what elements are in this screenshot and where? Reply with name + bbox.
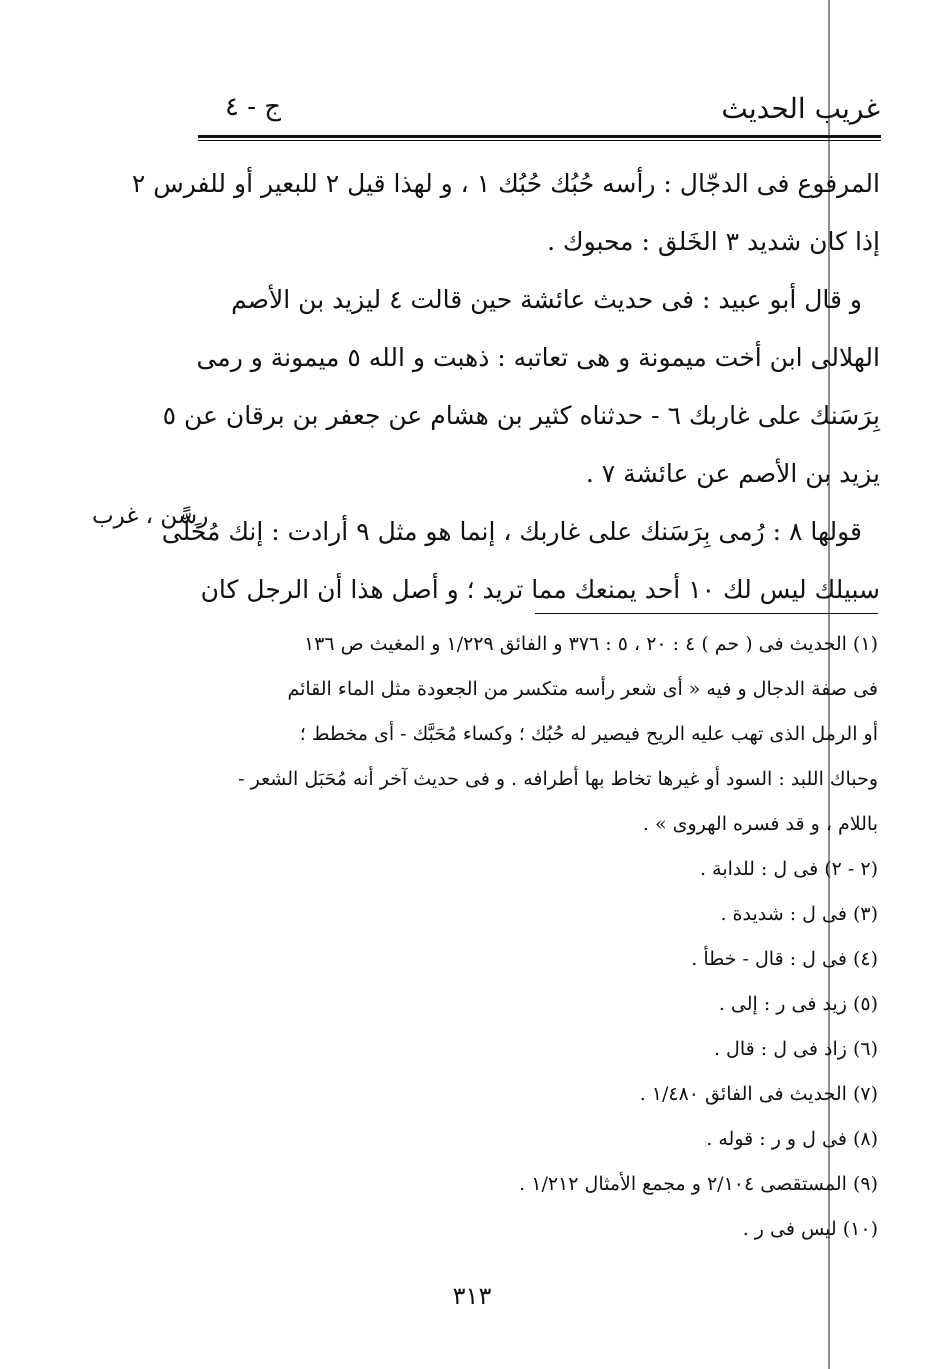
body-line: إذا كان شديد ٣ الخَلق : محبوك . xyxy=(547,227,880,256)
footnote-line: أو الرمل الذى تهب عليه الريح فيصير له حُبُك ؛ وكساء مُحَبَّك - أى مخطط ؛ xyxy=(299,723,878,745)
body-line: يزيد بن الأصم عن عائشة ٧ . xyxy=(585,459,880,488)
header-rule-thin xyxy=(198,140,881,141)
footnote-line: (٥) زيد فى ر : إلى . xyxy=(718,993,878,1015)
page-number: ٣١٣ xyxy=(452,1282,492,1310)
footnote-line: (٨) فى ل و ر : قوله . xyxy=(706,1128,878,1150)
footnote-line: (٣) فى ل : شديدة . xyxy=(720,903,878,925)
margin-note: رسن ، غرب xyxy=(92,503,209,529)
footnote-line: فى صفة الدجال و فيه « أى شعر رأسه متكسر من الجعودة مثل الماء القائم xyxy=(287,678,878,700)
running-title: غريب الحديث xyxy=(721,92,880,125)
footnotes xyxy=(210,622,878,1252)
running-header xyxy=(225,92,880,132)
footnote-line: وحباك اللبد : السود أو غيرها تخاط بها أطرافه . و فى حديث آخر أنه مُحَبَل الشعر - xyxy=(238,768,878,790)
footnote-line: (٧) الحديث فى الفائق ١/٤٨٠ . xyxy=(639,1083,878,1105)
body-line: سبيلك ليس لك ١٠ أحد يمنعك مما تريد ؛ و أصل هذا أن الرجل كان xyxy=(200,575,880,604)
body-line: و قال أبو عبيد : فى حديث عائشة حين قالت ٤ ليزيد بن الأصم xyxy=(231,285,862,314)
header-rule-thick xyxy=(198,135,881,138)
body-line: المرفوع فى الدجّال : رأسه حُبُك حُبُك ١ ، و لهذا قيل ٢ للبعير أو للفرس ٢ xyxy=(131,169,880,198)
footnote-line: (٩) المستقصى ٢/١٠٤ و مجمع الأمثال ١/٢١٢ . xyxy=(519,1173,878,1195)
footnote-line: (٤) فى ل : قال - خطأ . xyxy=(691,948,878,970)
body-line: الهلالى ابن أخت ميمونة و هى تعاتبه : ذهبت و الله ٥ ميمونة و رمى xyxy=(196,343,880,372)
footnote-line: (١) الحديث فى ( حم ) ٤ : ٢٠ ، ٥ : ٣٧٦ و الفائق ١/٢٢٩ و المغيث ص ١٣٦ xyxy=(303,633,878,655)
footnote-separator xyxy=(535,613,878,614)
footnote-line: (٢ - ٢) فى ل : للدابة . xyxy=(700,858,878,880)
body-line: بِرَسَنك على غاربك ٦ - حدثناه كثير بن هشام عن جعفر بن برقان عن ٥ xyxy=(162,401,880,430)
footnote-line: (١٠) ليس فى ر . xyxy=(742,1218,878,1240)
part-number: ج - ٤ xyxy=(225,92,282,122)
footnote-line: باللام ، و قد فسره الهروى » . xyxy=(642,813,878,835)
footnote-line: (٦) زاد فى ل : قال . xyxy=(713,1038,878,1060)
body-line: قولها ٨ : رُمى بِرَسَنك على غاربك ، إنما هو مثل ٩ أرادت : إنك مُخَلًّى xyxy=(161,517,862,546)
